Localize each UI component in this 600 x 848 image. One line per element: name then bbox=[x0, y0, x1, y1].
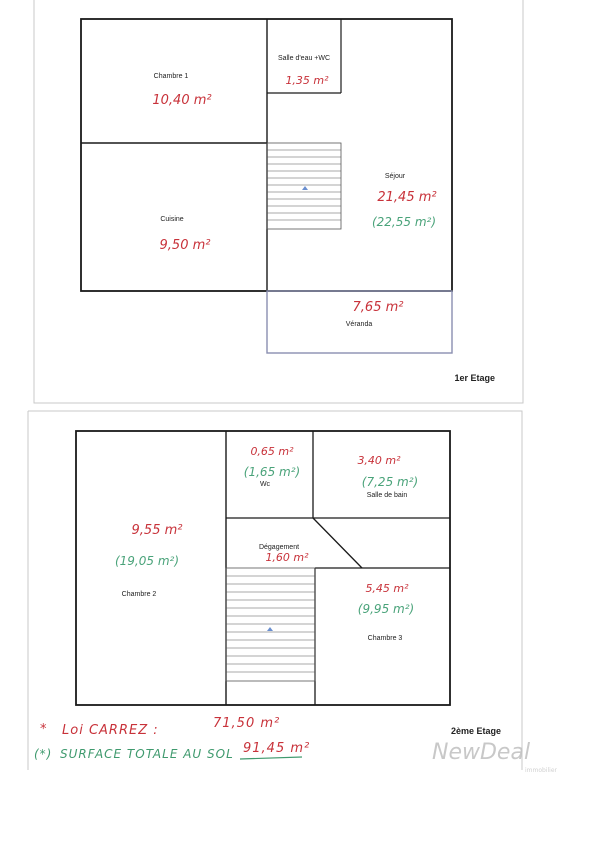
floor2-bath-label: Salle de bain bbox=[366, 492, 408, 499]
floor2-wc-area-total: (1,65 m²) bbox=[243, 465, 301, 479]
floor1-sejour-label: Séjour bbox=[384, 173, 406, 180]
floor2-chambre2-area: 9,55 m² bbox=[131, 523, 183, 538]
floor2-bath-area-total: (7,25 m²) bbox=[361, 475, 419, 489]
floor2-chambre2-label: Chambre 2 bbox=[121, 591, 157, 598]
floor2-chambre3-label: Chambre 3 bbox=[367, 635, 403, 642]
floor1-stair-direction-icon bbox=[302, 186, 308, 190]
floor2-wc-label: Wc bbox=[259, 481, 271, 488]
floor2-chambre2-area-total: (19,05 m²) bbox=[114, 554, 180, 568]
floor1-sejour-area-total: (22,55 m²) bbox=[371, 215, 437, 229]
floor1-staircase bbox=[267, 143, 341, 229]
floor2-wc-area: 0,65 m² bbox=[250, 445, 294, 458]
floor1-veranda-label: Véranda bbox=[345, 321, 373, 328]
floor1-chambre1-label: Chambre 1 bbox=[153, 73, 189, 80]
watermark-tagline: immobilier bbox=[525, 767, 557, 774]
total-value: 91,45 m² bbox=[243, 741, 311, 756]
total-marker: (*) bbox=[34, 747, 53, 761]
carrez-label: Loi CARREZ : bbox=[62, 723, 159, 738]
floor1-title: 1er Etage bbox=[454, 373, 495, 383]
floor1-cuisine-area: 9,50 m² bbox=[159, 238, 211, 253]
floor2-chambre3-area: 5,45 m² bbox=[365, 582, 409, 595]
carrez-value: 71,50 m² bbox=[213, 716, 281, 731]
floor1-plan bbox=[34, 0, 523, 403]
floor2-chambre3-area-total: (9,95 m²) bbox=[357, 602, 415, 616]
floor2-degagement-area: 1,60 m² bbox=[265, 551, 309, 564]
floor1-cuisine-label: Cuisine bbox=[160, 216, 184, 223]
floor2-title: 2ème Etage bbox=[450, 726, 501, 736]
floor2-staircase bbox=[226, 568, 315, 681]
floor2-degagement-label: Dégagement bbox=[258, 544, 300, 551]
watermark-brand: NewDeal bbox=[432, 740, 531, 765]
floor2-bath-area: 3,40 m² bbox=[357, 454, 401, 467]
newdeal-watermark bbox=[432, 740, 558, 774]
floor1-chambre1-area: 10,40 m² bbox=[152, 93, 212, 108]
floor1-veranda-area: 7,65 m² bbox=[352, 300, 404, 315]
floor2-stair-direction-icon bbox=[267, 627, 273, 631]
total-value-underline bbox=[240, 757, 302, 759]
floor2-wall-diagonal bbox=[313, 518, 362, 568]
total-label: SURFACE TOTALE AU SOL bbox=[60, 747, 234, 761]
floor1-sejour-area: 21,45 m² bbox=[377, 190, 437, 205]
floor1-salle-eau-label: Salle d'eau +WC bbox=[277, 55, 331, 62]
floor1-salle-eau-area: 1,35 m² bbox=[285, 74, 329, 87]
area-summary-notes bbox=[34, 716, 310, 761]
carrez-marker: * bbox=[40, 722, 48, 737]
